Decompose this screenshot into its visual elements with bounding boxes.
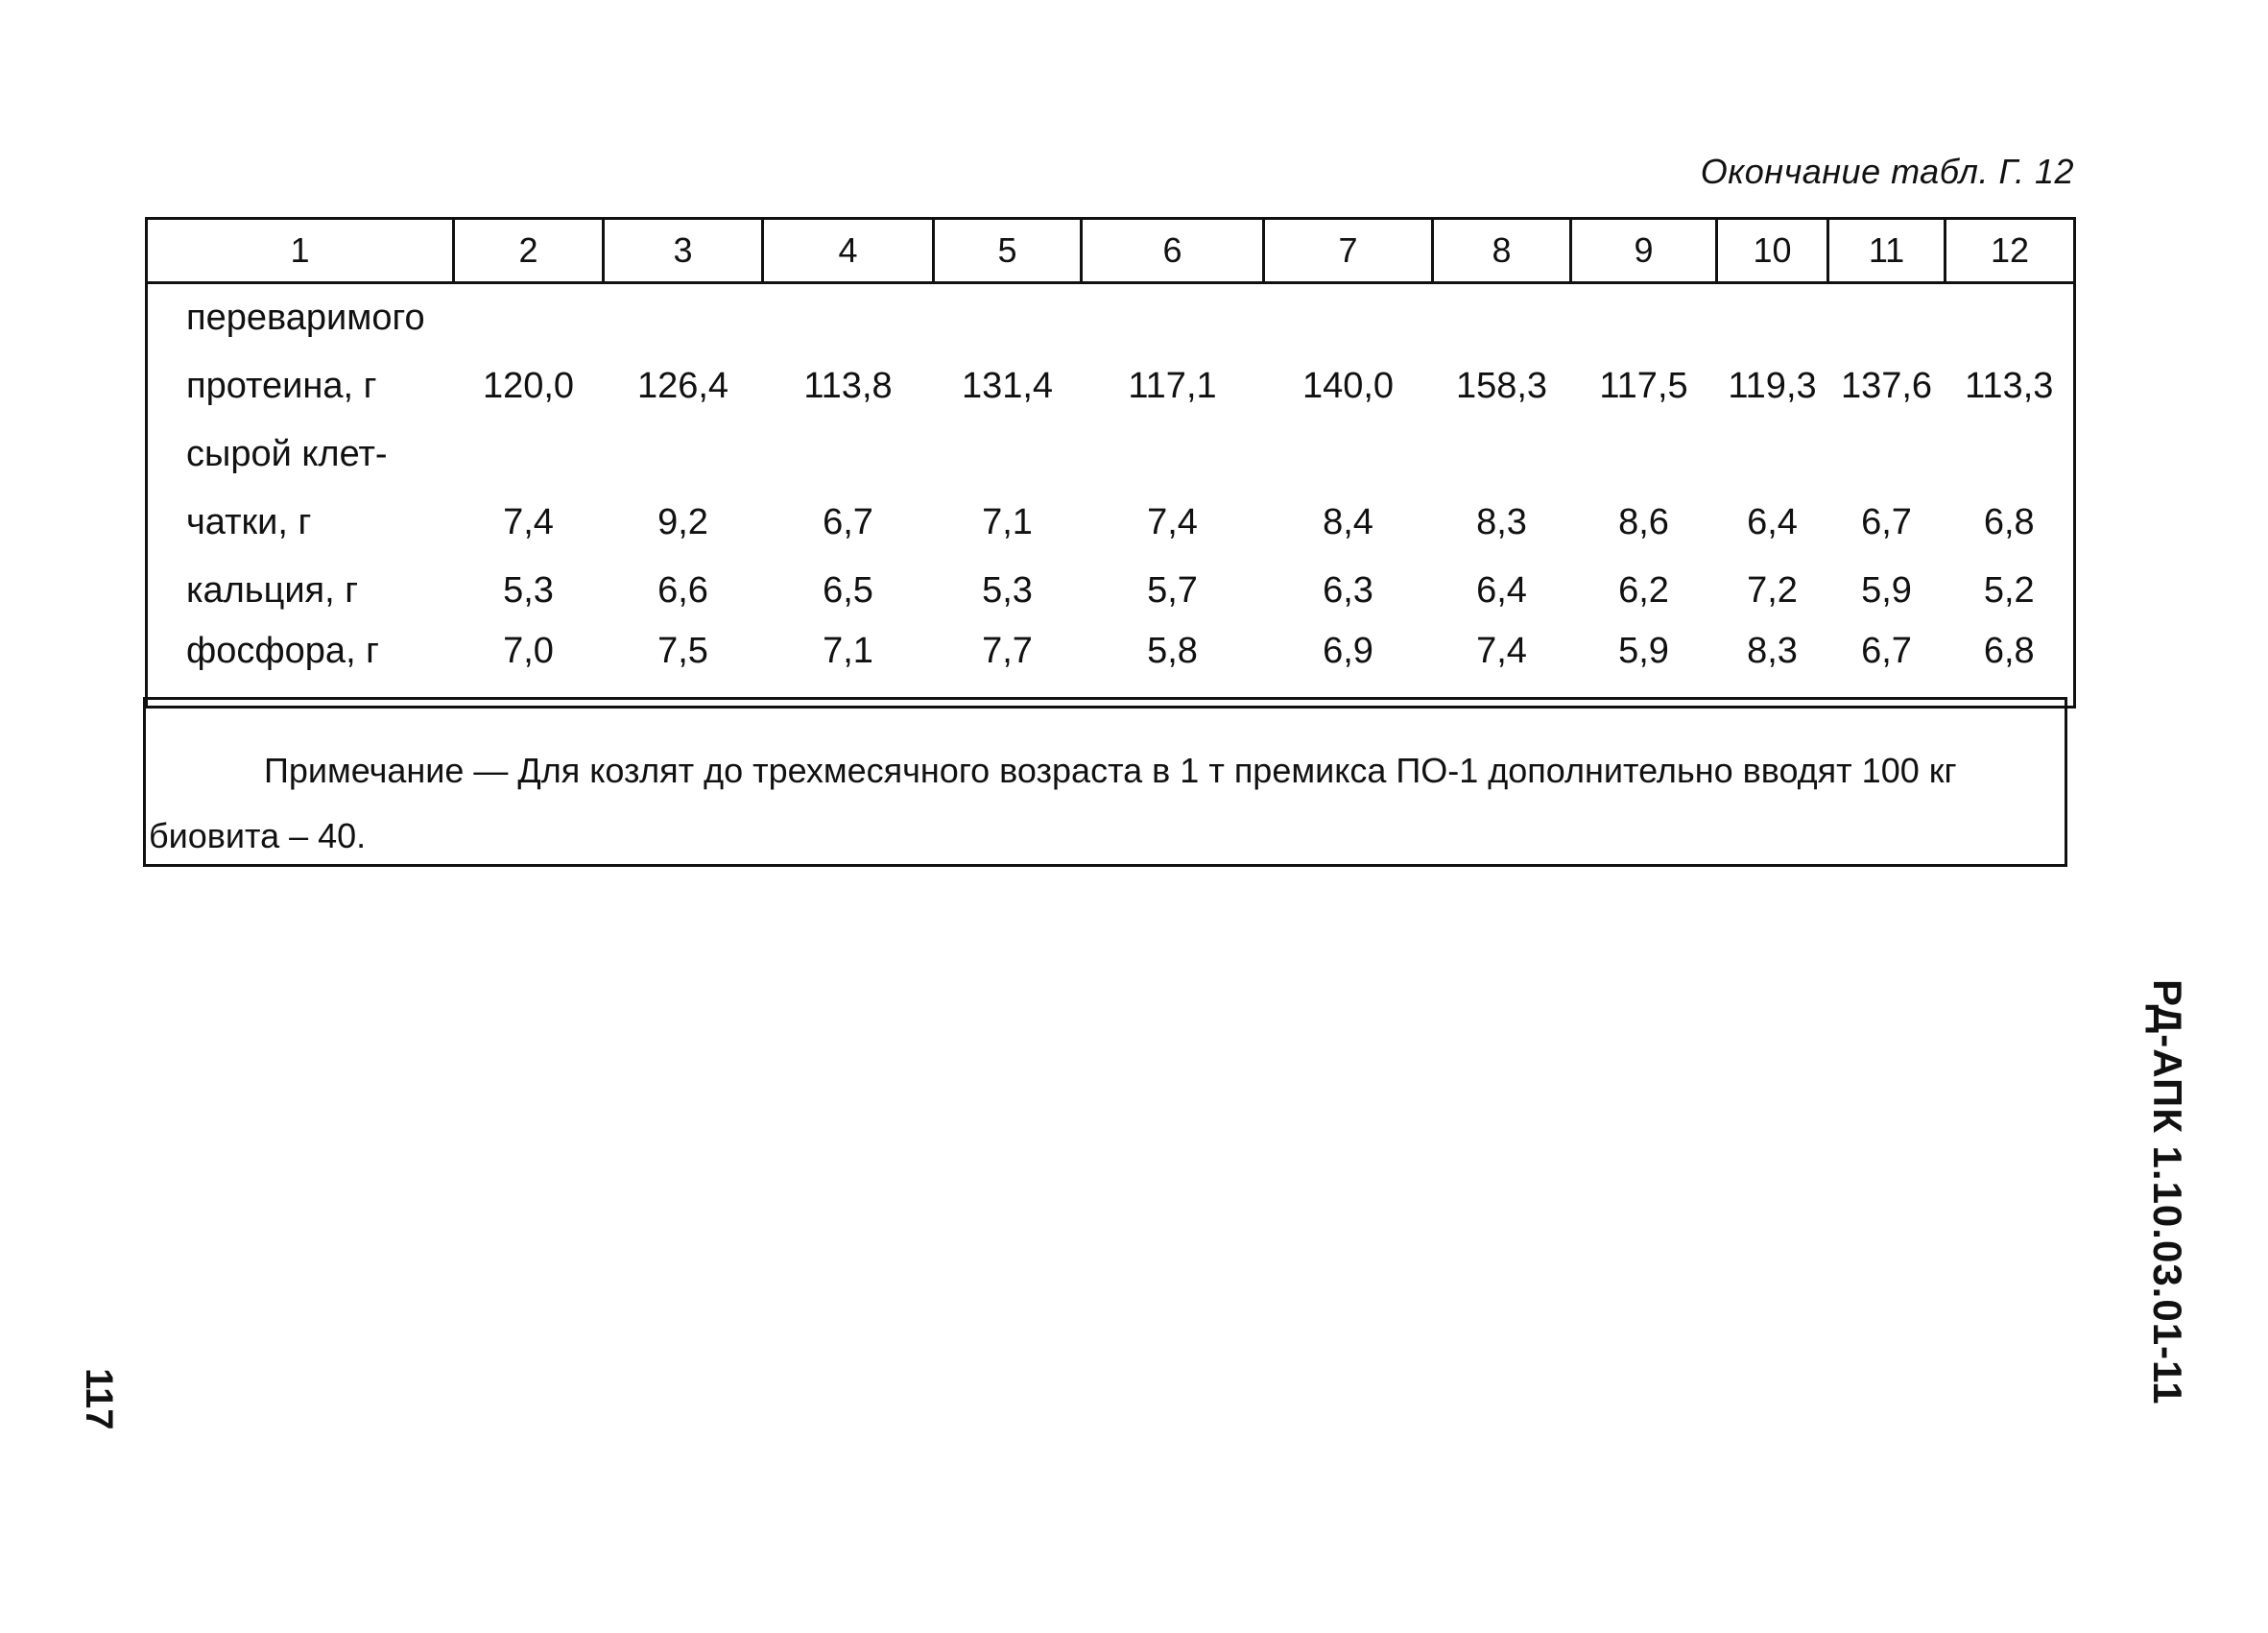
table-cell: 8,3	[1747, 631, 1798, 671]
table-cell	[1433, 283, 1571, 353]
column-header: 7	[1264, 219, 1433, 283]
note-text-line1: Примечание — Для козлят до трехмесячного возраста в 1 т премикса ПО-1 дополнительно вводят 100 кг	[264, 751, 1957, 790]
table-cell: 7,4	[503, 502, 554, 542]
table-cell	[1717, 420, 1828, 489]
table-cell: 7,1	[823, 631, 873, 671]
column-header: 5	[934, 219, 1082, 283]
table-cell: 7,0	[503, 631, 554, 671]
table-cell: 6,4	[1476, 570, 1527, 611]
table-cell: 126,4	[636, 366, 729, 406]
table-cell: 5,3	[503, 570, 554, 611]
column-header: 4	[763, 219, 934, 283]
column-header: 3	[604, 219, 763, 283]
table-row	[147, 625, 2075, 708]
table-cell: 117,1	[1128, 366, 1217, 406]
table-cell: 137,6	[1840, 366, 1933, 406]
header-row	[147, 219, 2075, 283]
table-cell: 8,4	[1323, 502, 1373, 542]
table-cell	[1946, 283, 2075, 353]
row-label: фосфора, г	[186, 631, 380, 671]
table-cell: 7,4	[1476, 631, 1527, 671]
table-cell: 6,8	[1983, 502, 2035, 542]
table-cell: 5,7	[1147, 570, 1198, 611]
table-row	[147, 283, 2075, 353]
column-header: 10	[1717, 219, 1828, 283]
table-cell	[1828, 283, 1946, 353]
row-label: переваримого	[186, 298, 425, 338]
table-cell	[1082, 283, 1264, 353]
table-cell: 131,4	[961, 366, 1054, 406]
table-cell: 9,2	[657, 502, 708, 542]
table-cell	[1828, 420, 1946, 489]
table-row	[147, 420, 2075, 489]
row-label: чатки, г	[186, 502, 312, 542]
column-header: 8	[1433, 219, 1571, 283]
row-label: кальция, г	[186, 570, 359, 611]
table-note	[143, 697, 2067, 867]
table-cell: 5,3	[982, 570, 1033, 611]
table-cell: 119,3	[1728, 366, 1817, 406]
table-cell: 6,7	[823, 502, 873, 542]
table-cell: 6,7	[1861, 502, 1912, 542]
table-cell: 6,4	[1747, 502, 1798, 542]
column-header: 9	[1571, 219, 1717, 283]
table-cell: 6,7	[1861, 631, 1912, 671]
table-cell	[763, 283, 934, 353]
table-cell: 6,3	[1323, 570, 1373, 611]
table-cell	[1717, 283, 1828, 353]
column-header: 6	[1082, 219, 1264, 283]
data-table	[145, 217, 2076, 708]
table-cell: 113,3	[1965, 366, 2054, 406]
table-row	[147, 557, 2075, 625]
table-cell: 7,2	[1747, 570, 1798, 611]
table-cell	[1946, 420, 2075, 489]
table-row	[147, 489, 2075, 557]
page-number: 117	[78, 1368, 120, 1430]
table-row	[147, 352, 2075, 420]
table-cell: 7,7	[982, 631, 1033, 671]
table-cell: 6,2	[1618, 570, 1669, 611]
table-cell	[454, 420, 604, 489]
table-cell: 8,6	[1618, 502, 1669, 542]
table-cell	[604, 283, 763, 353]
column-header: 1	[147, 219, 454, 283]
table-cell: 113,8	[803, 366, 893, 406]
row-label: сырой клет-	[186, 434, 388, 474]
note-text-line2: биовита – 40.	[149, 816, 367, 855]
table-cell	[763, 420, 934, 489]
table-cell: 140,0	[1301, 366, 1395, 406]
table-cell: 6,9	[1323, 631, 1373, 671]
table-cell	[934, 283, 1082, 353]
table-cell: 117,5	[1599, 366, 1688, 406]
table-cell: 6,6	[657, 570, 708, 611]
column-header: 11	[1828, 219, 1946, 283]
table-cell: 158,3	[1455, 366, 1548, 406]
table-cell: 6,8	[1983, 631, 2035, 671]
table-cell: 5,8	[1147, 631, 1198, 671]
table-cell: 8,3	[1476, 502, 1527, 542]
table-cell	[1571, 283, 1717, 353]
table-cell	[934, 420, 1082, 489]
table-caption: Окончание табл. Г. 12	[1700, 152, 2074, 191]
table-cell	[604, 420, 763, 489]
table-cell: 5,9	[1618, 631, 1669, 671]
row-label: протеина, г	[186, 366, 377, 406]
table-cell: 5,2	[1983, 570, 2035, 611]
document-code: РД-АПК 1.10.03.01-11	[2145, 979, 2190, 1405]
table-cell: 120,0	[482, 366, 575, 406]
table-cell: 5,9	[1861, 570, 1912, 611]
column-header: 12	[1946, 219, 2075, 283]
table-cell: 7,5	[657, 631, 708, 671]
table-cell: 7,1	[982, 502, 1033, 542]
table-cell	[1082, 420, 1264, 489]
column-header: 2	[454, 219, 604, 283]
table-cell: 7,4	[1147, 502, 1198, 542]
table-cell: 6,5	[823, 570, 873, 611]
table-cell	[1264, 420, 1433, 489]
table-cell	[1433, 420, 1571, 489]
table-cell	[1264, 283, 1433, 353]
table-cell	[1571, 420, 1717, 489]
table-cell	[454, 283, 604, 353]
